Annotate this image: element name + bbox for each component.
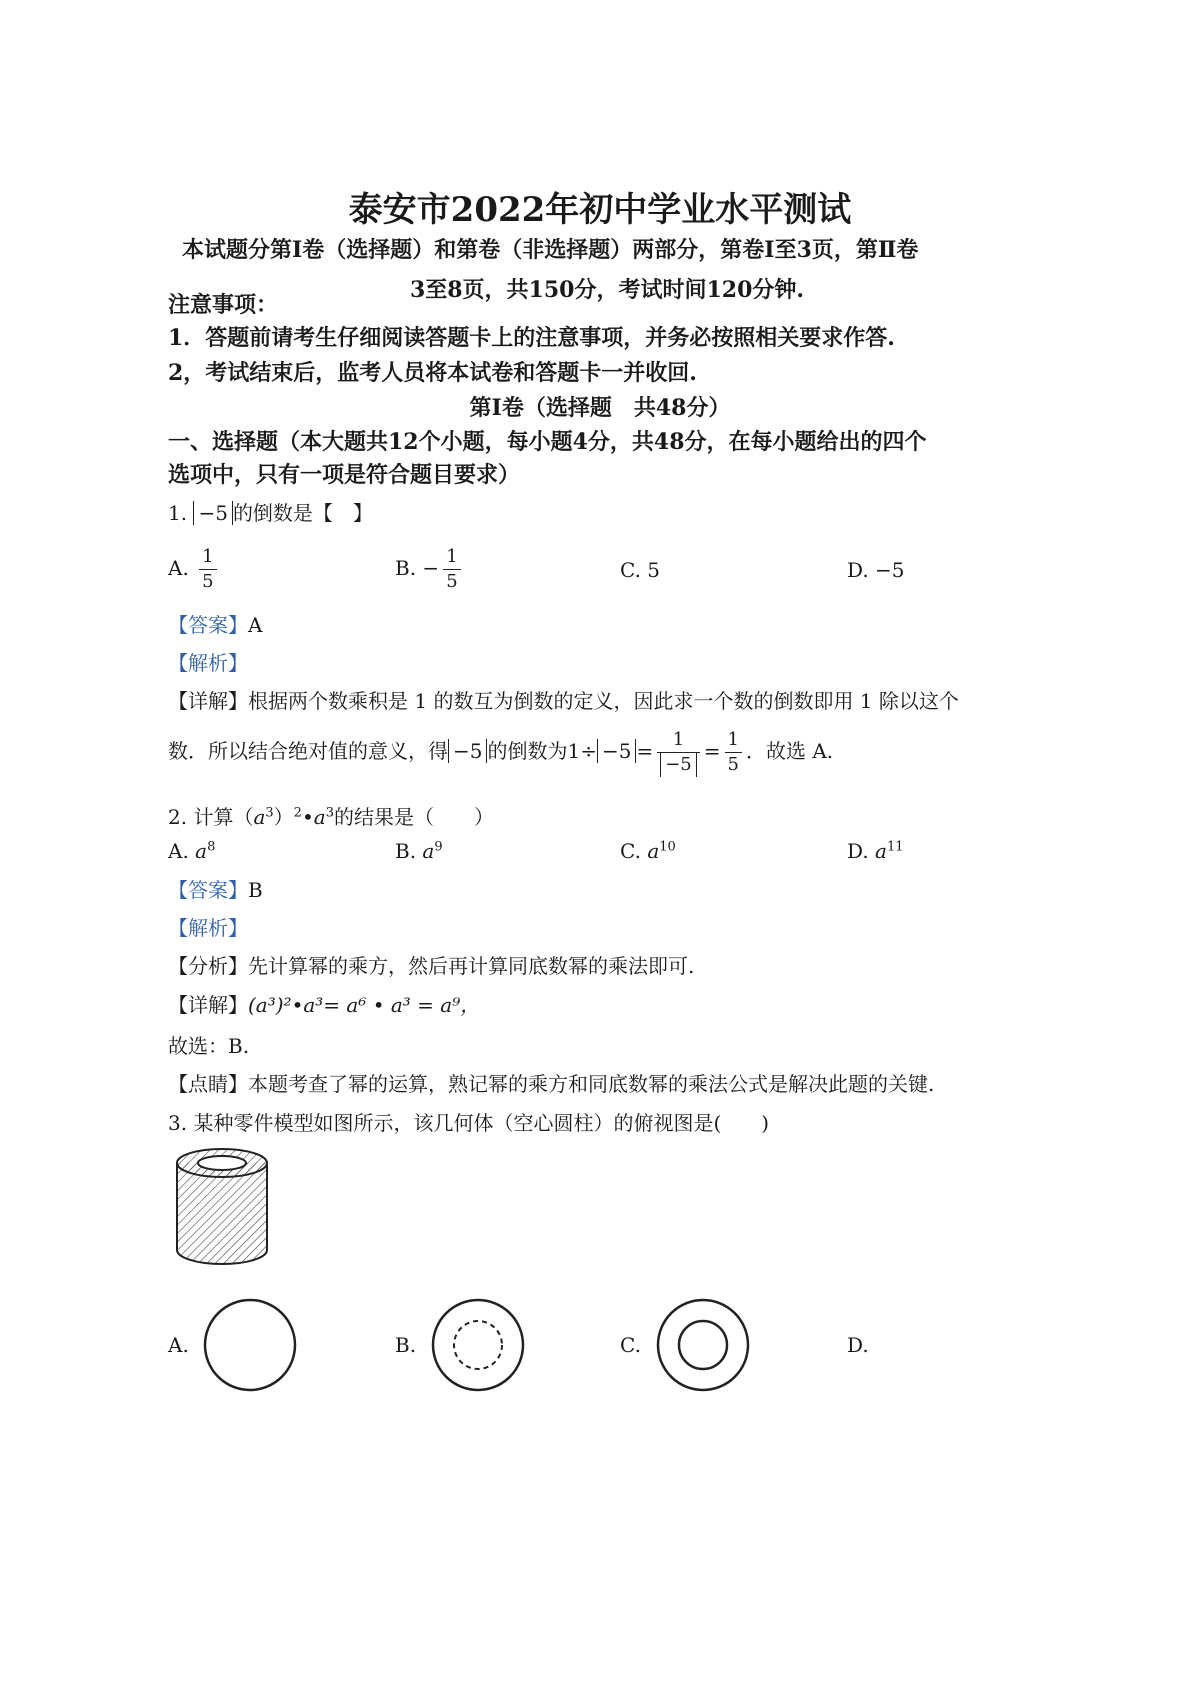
detail-expression: (a³)²•a³= a⁶ • a³ = a⁹，	[248, 993, 481, 1017]
minus-sign: −	[422, 556, 440, 580]
dot-operator: •	[301, 805, 314, 829]
variable: a	[647, 839, 660, 863]
option-label: D.	[847, 558, 869, 582]
q1-answer	[168, 609, 262, 638]
option-label: A.	[168, 839, 189, 863]
notes-item-1: 1．答题前请考生仔细阅读答题卡上的注意事项，并务必按照相关要求作答.	[168, 325, 895, 351]
answer-value: B	[248, 878, 263, 902]
detail-text: 根据两个数乘积是 1 的数互为倒数的定义，因此求一个数的倒数即用 1 除以这个	[248, 689, 959, 713]
equals-sign: =	[703, 739, 721, 763]
q3-option-a-figure	[200, 1295, 300, 1395]
stem-text: 计算（	[193, 805, 254, 829]
variable: a	[422, 839, 435, 863]
fraction	[725, 728, 742, 777]
q3-option-a-label: A.	[168, 1333, 189, 1357]
denominator	[657, 753, 700, 777]
numerator: 1	[443, 545, 460, 570]
q1-option-a	[168, 545, 221, 594]
hollow-cylinder-figure	[172, 1145, 272, 1270]
fraction	[443, 545, 460, 594]
absolute-value: −5	[660, 753, 697, 777]
answer-tag: 【答案】	[168, 613, 248, 637]
q3-option-c-figure	[653, 1295, 753, 1395]
variable: a	[253, 805, 266, 829]
exponent: 9	[434, 839, 443, 855]
fraction	[199, 545, 216, 594]
exponent: 11	[886, 839, 904, 855]
answer-tag: 【答案】	[168, 878, 248, 902]
detail-tag: 【详解】	[168, 993, 248, 1017]
detail-text: ．故选 A.	[745, 739, 834, 763]
intro-line-1: 本试题分第Ⅰ卷（选择题）和第卷（非选择题）两部分，第卷Ⅰ至3页，第Ⅱ卷	[182, 237, 919, 263]
stem-text: ）	[273, 805, 294, 829]
q3-option-d-label: D.	[847, 1333, 869, 1357]
variable: a	[313, 805, 326, 829]
denominator: 5	[202, 571, 214, 592]
intro-line-2: 3至8页，共150分，考试时间120分钟.	[409, 277, 805, 303]
absolute-value: −5	[193, 501, 232, 525]
fenxi-text: 先计算幂的乘方，然后再计算同底数幂的乘法即可.	[248, 954, 695, 978]
numerator: 1	[199, 545, 216, 570]
q1-option-c: C. 5	[620, 558, 661, 582]
exponent: 3	[265, 805, 274, 821]
detail-text: 的倒数为1÷	[487, 739, 597, 763]
exam-intro	[182, 230, 1032, 310]
absolute-value: −5	[448, 739, 487, 763]
option-label: C.	[620, 839, 641, 863]
q2-option-c	[620, 839, 676, 863]
q2-analysis-tag: 【解析】	[168, 916, 248, 940]
option-label: D.	[847, 839, 869, 863]
section-instruction-1: 一、选择题（本大题共12个小题，每小题4分，共48分，在每小题给出的四个	[168, 429, 927, 455]
question-1-stem	[168, 497, 373, 526]
notes-heading: 注意事项：	[168, 292, 279, 318]
q2-option-a	[168, 839, 215, 863]
exponent: 2	[293, 805, 302, 821]
q1-analysis-tag: 【解析】	[168, 651, 248, 675]
fenxi-tag: 【分析】	[168, 954, 248, 978]
q3-option-c-label: C.	[620, 1333, 641, 1357]
q1-detail-line-2	[168, 728, 833, 777]
detail-tag: 【详解】	[168, 689, 248, 713]
denominator: 5	[446, 571, 458, 592]
exponent: 3	[325, 805, 334, 821]
q2-fenxi	[168, 950, 694, 979]
option-label: B.	[395, 556, 417, 580]
equals-sign: =	[636, 739, 654, 763]
question-2-stem	[168, 801, 494, 830]
absolute-value: −5	[597, 739, 636, 763]
exam-title: 泰安市2022年初中学业水平测试	[348, 190, 852, 230]
option-label: B.	[395, 839, 417, 863]
dianjing-text: 本题考查了幂的运算，熟记幂的乘方和同底数幂的乘法公式是解决此题的关键.	[248, 1072, 935, 1096]
q1-option-b	[395, 545, 465, 594]
q3-option-b-figure	[428, 1295, 528, 1395]
q3-option-b-label: B.	[395, 1333, 417, 1357]
answer-value: A	[248, 613, 263, 637]
q1-detail-line-1	[168, 685, 959, 714]
question-number: 2.	[168, 805, 188, 829]
q2-detail	[168, 989, 480, 1018]
section-instruction-2: 选项中，只有一项是符合题目要求）	[168, 462, 521, 488]
numerator: 1	[657, 728, 700, 753]
section-heading: 第Ⅰ卷（选择题 共48分）	[469, 395, 731, 421]
exponent: 8	[207, 839, 216, 855]
notes-item-2: 2，考试结束后，监考人员将本试卷和答题卡一并收回.	[168, 360, 697, 386]
variable: a	[875, 839, 887, 863]
stem-text: 的结果是（ ）	[333, 805, 494, 829]
fraction	[657, 728, 700, 777]
dianjing-tag: 【点睛】	[168, 1072, 248, 1096]
numerator: 1	[725, 728, 742, 753]
q2-option-b	[395, 839, 443, 863]
question-number: 3.	[168, 1111, 188, 1135]
question-text: 某种零件模型如图所示，该几何体（空心圆柱）的俯视图是( )	[193, 1111, 770, 1135]
variable: a	[195, 839, 208, 863]
q1-option-d	[847, 558, 905, 582]
question-number: 1.	[168, 501, 188, 525]
option-label: A.	[168, 556, 189, 580]
exponent: 10	[659, 839, 676, 855]
question-text: 的倒数是【 】	[232, 501, 373, 525]
option-value: −5	[875, 558, 905, 582]
question-3-stem	[168, 1107, 769, 1136]
q2-conclusion: 故选：B.	[168, 1034, 250, 1058]
q2-dianjing	[168, 1068, 934, 1097]
detail-text: 数．所以结合绝对值的意义，得	[168, 739, 448, 763]
q2-option-d	[847, 839, 904, 863]
denominator: 5	[727, 754, 739, 775]
q2-answer	[168, 874, 263, 903]
